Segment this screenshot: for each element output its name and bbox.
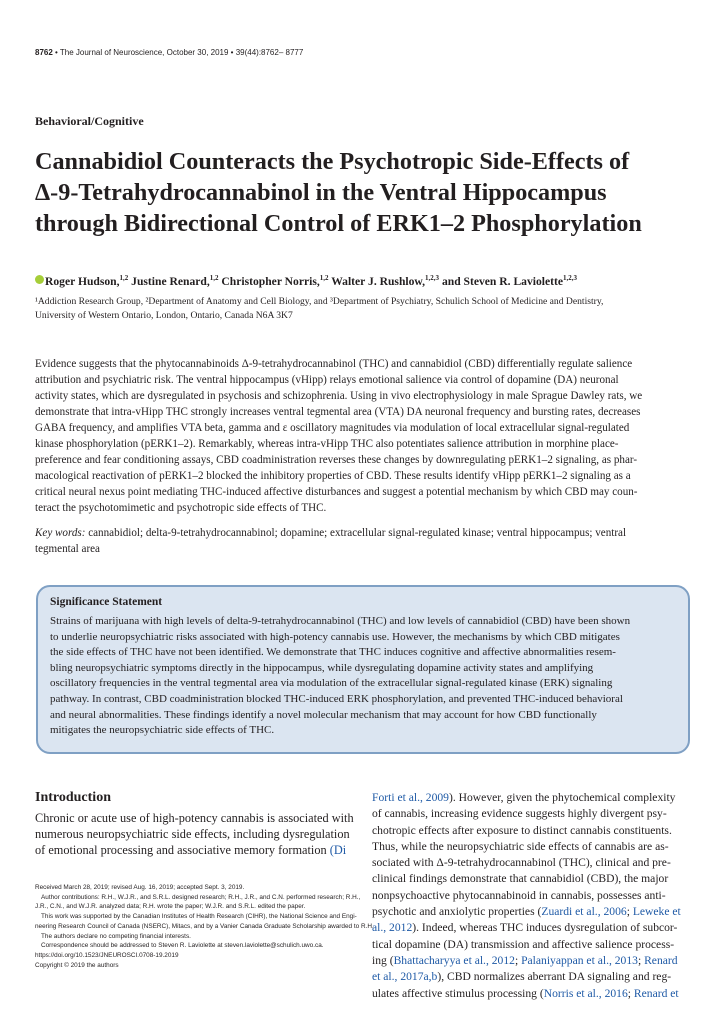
body-line — [372, 790, 702, 806]
significance-line: mitigates the neuropsychiatric side effects of THC. — [50, 724, 275, 737]
body-text: ulates affective stimulus processing ( — [372, 986, 544, 1000]
author-name: Justine Renard, — [128, 275, 210, 288]
page-number: 8762 — [35, 48, 53, 57]
author-affiliation-marks: 1,2,3 — [563, 274, 578, 283]
keywords — [35, 525, 695, 557]
footnote-line: neering Research Council of Canada (NSERC), Mitacs, and by a Vanier Canada Graduate Scholarship awarded to R.H. — [35, 922, 374, 930]
footnote-line: This work was supported by the Canadian Institutes of Health Research (CIHR), the National Science and Engi- — [41, 913, 357, 921]
footnote-line: Author contributions: R.H., W.J.R., and S.R.L. designed research; R.H., J.R., and C.N. performed research; R.H., — [41, 893, 361, 901]
citation-link[interactable]: (Di — [329, 843, 347, 857]
significance-line: to underlie neuropsychiatric risks associated with high-potency cannabis use. However, the mechanisms by which CBD mitigates — [50, 630, 620, 643]
doi-link[interactable]: https://doi.org/10.1523/JNEUROSCI.0708-19.2019 — [35, 951, 179, 959]
body-text: psychotic and anxiolytic properties ( — [372, 905, 542, 919]
citation-link[interactable]: Bhattacharyya et al., 2012 — [393, 953, 515, 967]
article-title — [35, 146, 695, 239]
citation-link[interactable]: Zuardi et al., 2006 — [541, 905, 627, 919]
significance-line: the side effects of THC have not been identified. We demonstrate that THC induces cognitive and affective abnormalities resem- — [50, 646, 616, 659]
footnote-line: Received March 28, 2019; revised Aug. 16, 2019; accepted Sept. 3, 2019. — [35, 884, 245, 891]
citation-link[interactable]: Norris et al., 2016 — [543, 986, 628, 1000]
body-text: ), CBD normalizes aberrant DA signaling and reg- — [437, 970, 672, 984]
body-line: Thus, while the neuropsychiatric side effects of cannabis are as- — [372, 839, 669, 853]
citation-link[interactable]: Renard et — [633, 986, 679, 1000]
body-text: ing ( — [372, 953, 394, 967]
significance-line: and neural abnormalities. These findings identify a novel molecular mechanism that may account for how CBD functionally — [50, 708, 597, 721]
affiliation-line: University of Western Ontario, London, Ontario, Canada N6A 3K7 — [35, 310, 293, 321]
affiliations — [35, 295, 705, 323]
abstract-line: demonstrate that intra-vHipp THC strongly increases ventral tegmental area (VTA) DA neuronal frequency and bursting rates, decreases — [35, 406, 641, 418]
footnote-line: The authors declare no competing financial interests. — [41, 932, 191, 940]
body-text: ; — [626, 905, 633, 919]
abstract-line: critical neural nexus point mediating THC-induced affective disturbances and suggest a potential mechanism by which CBD may coun- — [35, 486, 638, 498]
citation-link[interactable]: Leweke et — [632, 905, 681, 919]
footnote-line: Correspondence should be addressed to Steven R. Laviolette at steven.laviolette@schulich.uwo.ca. — [41, 942, 324, 950]
introduction-right-column — [372, 790, 702, 1002]
citation-link[interactable]: Palaniyappan et al., 2013 — [521, 953, 638, 967]
journal-citation: • The Journal of Neuroscience, October 30, 2019 • 39(44):8762– 8777 — [52, 48, 304, 57]
body-line: numerous neuropsychiatric side effects, including dysregulation — [35, 827, 350, 841]
abstract-line: activity states, which are dysregulated in psychosis and schizophrenia. Using in vivo electrophysiology in male Sprague Dawley rats, we — [35, 390, 643, 402]
body-line — [372, 969, 702, 985]
title-line: Δ-9-Tetrahydrocannabinol in the Ventral Hippocampus — [35, 179, 607, 206]
citation-link[interactable]: al., 2012 — [372, 921, 413, 935]
running-header — [35, 48, 303, 57]
author-affiliation-marks: 1,2,3 — [425, 274, 440, 283]
author-name: Roger Hudson, — [45, 275, 120, 288]
body-line: Chronic or acute use of high-potency cannabis is associated with — [35, 811, 354, 825]
significance-line: bling neuropsychiatric symptoms directly in the hippocampus, while dysregulating dopamine activity states and amplifying — [50, 661, 594, 674]
body-text: ). Indeed, whereas THC induces dysregulation of subcor- — [412, 921, 678, 935]
section-label: Behavioral/Cognitive — [35, 114, 144, 128]
body-text: ; — [514, 953, 522, 967]
author-list — [35, 275, 695, 288]
body-line — [372, 986, 702, 1002]
body-line: of cannabis, increasing evidence suggests highly divergent psy- — [372, 807, 667, 821]
significance-text — [50, 614, 680, 739]
abstract-line: GABA frequency, and amplifies VTA beta, gamma and ε oscillatory magnitudes via modulation of local extracellular signal-regulated — [35, 422, 630, 434]
copyright-line: Copyright © 2019 the authors — [35, 961, 119, 969]
body-line — [372, 904, 702, 920]
orcid-icon[interactable] — [35, 275, 44, 284]
citation-link[interactable]: Renard — [644, 953, 678, 967]
body-text: ; — [637, 953, 645, 967]
title-line: through Bidirectional Control of ERK1–2 Phosphorylation — [35, 210, 642, 237]
author-affiliation-marks: 1,2 — [119, 274, 129, 283]
body-line — [372, 920, 702, 936]
citation-link[interactable]: Forti et al., 2009 — [372, 791, 449, 804]
author-affiliation-marks: 1,2 — [319, 274, 329, 283]
body-text: ). However, given the phytochemical complexity — [448, 791, 676, 804]
introduction-heading: Introduction — [35, 790, 111, 805]
significance-line: pathway. In contrast, CBD coadministration blocked THC-induced ERK phosphorylation, and prevented THC-induced behavioral — [50, 692, 623, 705]
author-affiliation-marks: 1,2 — [209, 274, 219, 283]
author-name: Walter J. Rushlow, — [328, 275, 426, 288]
affiliation-line: ¹Addiction Research Group, ²Department of Anatomy and Cell Biology, and ³Department of Psychiatry, Schulich School of Medicine and Dentistry, — [35, 296, 604, 307]
abstract-line: kinase phosphorylation (pERK1–2). Remarkably, whereas intra-vHipp THC also potentiates salience attribution in morphine place- — [35, 438, 619, 450]
keywords-label: Key words: — [35, 527, 86, 539]
body-line: sociated with Δ-9-tetrahydrocannabinol (THC), clinical and pre- — [372, 856, 671, 870]
abstract-line: attribution and psychiatric risk. The ventral hippocampus (vHipp) relays emotional salience via control of dopamine (DA) neuronal — [35, 374, 619, 386]
significance-line: Strains of marijuana with high levels of delta-9-tetrahydrocannabinol (THC) and low levels of cannabidiol (CBD) have been shown — [50, 615, 631, 627]
significance-line: oscillatory frequencies in the ventral tegmental area via modulation of the extracellular signal-regulated kinase (ERK) signaling — [50, 677, 613, 690]
body-text: of emotional processing and associative memory formation — [35, 843, 330, 857]
keywords-line: tegmental area — [35, 543, 100, 555]
body-line: tical dopamine (DA) transmission and affective salience process- — [372, 937, 675, 951]
abstract-line: teract the psychotomimetic and psychotropic side effects of THC. — [35, 502, 327, 514]
body-line: chotropic effects after exposure to distinct cannabis constituents. — [372, 823, 672, 837]
body-line — [35, 842, 355, 858]
body-line: nonpsychoactive phytocannabinoid in cannabis, possesses anti- — [372, 888, 666, 902]
significance-title: Significance Statement — [50, 596, 163, 608]
footnotes — [35, 883, 374, 970]
abstract-line: preference and fear conditioning assays, CBD coadministration reverses these changes by downregulating pERK1–2 signaling, as phar- — [35, 454, 638, 466]
keywords-line — [35, 525, 695, 541]
body-line — [372, 953, 702, 969]
abstract-line: Evidence suggests that the phytocannabinoids Δ-9-tetrahydrocannabinol (THC) and cannabidiol (CBD) differentially regulate salience — [35, 358, 633, 370]
introduction-left-column — [35, 810, 355, 858]
footnote-line: J.R., C.N., and W.J.R. analyzed data; R.H. wrote the paper; W.J.R. and S.R.L. edited the paper. — [35, 903, 306, 911]
keywords-text: cannabidiol; delta-9-tetrahydrocannabinol; dopamine; extracellular signal-regulated kinase; ventral hippocampus; ventral — [85, 527, 627, 539]
citation-link[interactable]: et al., 2017a,b — [372, 970, 438, 984]
abstract — [35, 356, 690, 516]
title-line: Cannabidiol Counteracts the Psychotropic Side-Effects of — [35, 148, 630, 175]
body-line: clinical findings demonstrate that cannabidiol (CBD), the major — [372, 872, 669, 886]
abstract-line: macological reactivation of pERK1–2 blocked the inhibitory properties of CBD. These results identify vHipp pERK1–2 signaling as a — [35, 470, 631, 482]
author-name: Christopher Norris, — [218, 275, 320, 288]
author-name: and Steven R. Laviolette — [439, 275, 564, 288]
body-text: ; — [627, 986, 634, 1000]
